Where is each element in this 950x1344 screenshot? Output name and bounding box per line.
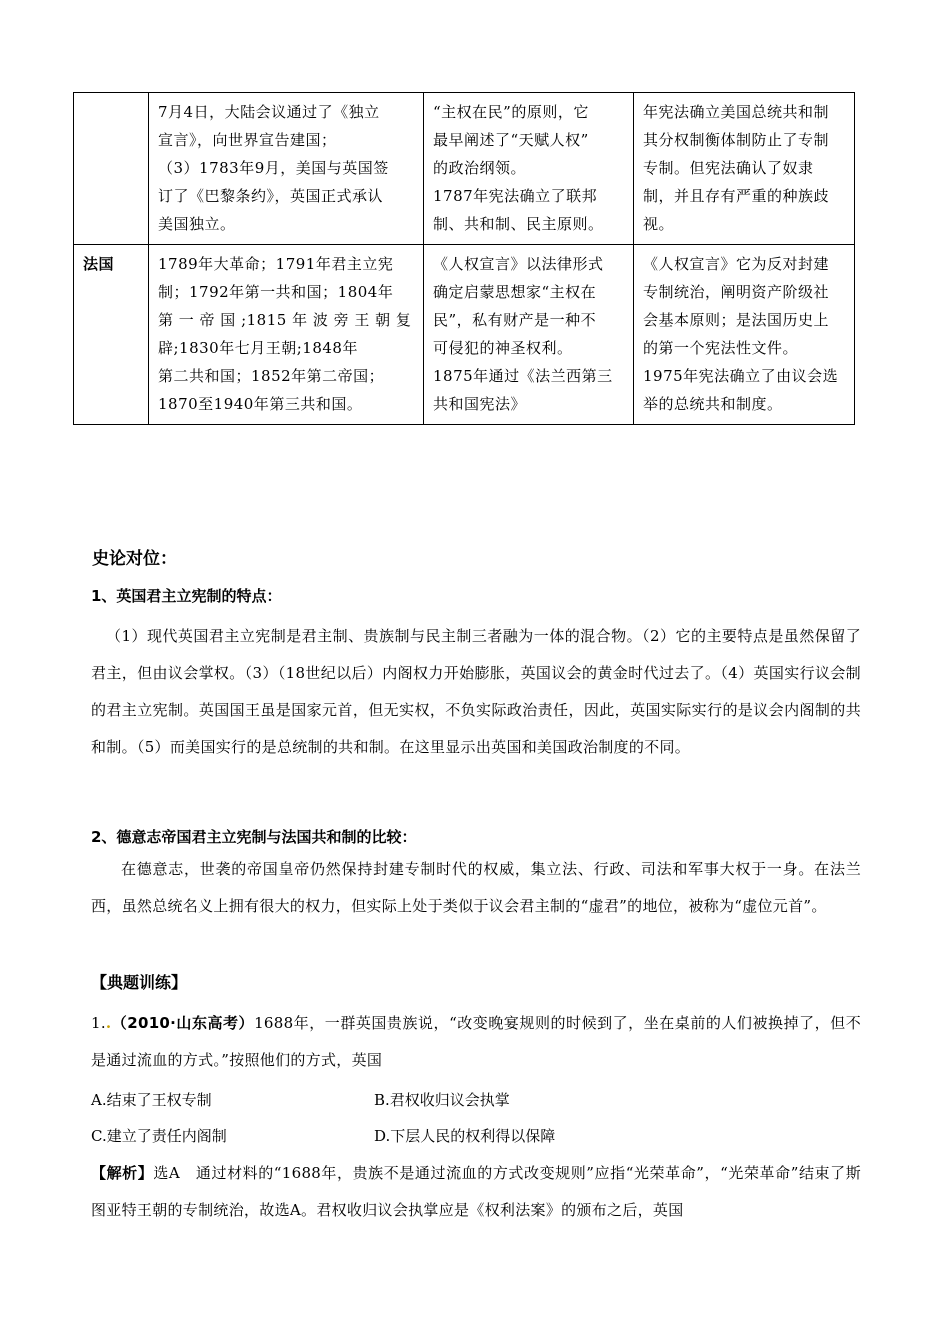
question-text: 1688年，一群英国贵族说，“改变晚宴规则的时候到了，坐在桌前的人们被换掉了，但不是通过流血的方式。”按照他们的方式，英国 [91, 1014, 861, 1069]
comparison-table [73, 92, 855, 425]
significance-cell: 《人权宣言》它为反对封建 专制统治，阐明资产阶级社 会基本原则；是法国历史上 的第一个宪法性文件。 1975年宪法确立了由议会选 举的总统共和制度。 [634, 245, 855, 425]
documents-cell: 《人权宣言》以法律形式 确定启蒙思想家“主权在 民”，私有财产是一种不 可侵犯的神圣权利。 1875年通过《法兰西第三 共和国宪法》 [424, 245, 634, 425]
country-cell [74, 93, 149, 245]
point1-title: 1、英国君主立宪制的特点： [91, 587, 282, 605]
analysis-tag: 【解析】 [91, 1164, 154, 1182]
point1-body: （1）现代英国君主立宪制是君主制、贵族制与民主制三者融为一体的混合物。（2）它的主要特点是虽然保留了君主，但由议会掌权。（3）（18世纪以后）内阁权力开始膨胀，英国议会的黄金时代过去了。（4）英国实行议会制的君主立宪制。英国国王虽是国家元首，但无实权，不负实际政治责任，因此，英国实际实行的是议会内阁制的共和制。（5）而美国实行的是总统制的共和制。在这里显示出英国和美国政治制度的不同。 [91, 627, 861, 756]
table-row-usa [74, 93, 855, 245]
section-title: 史论对位： [92, 549, 177, 569]
significance-cell: 年宪法确立美国总统共和制 其分权制衡体制防止了专制 专制。但宪法确认了奴隶 制，并且存有严重的种族歧 视。 [634, 93, 855, 245]
bullet-dot-icon: . [105, 1014, 112, 1032]
option-d: D.下层人民的权利得以保障 [374, 1127, 556, 1145]
point2-body: 在德意志，世袭的帝国皇帝仍然保持封建专制时代的权威，集立法、行政、司法和军事大权于一身。在法兰西，虽然总统名义上拥有很大的权力，但实际上处于类似于议会君主制的“虚君”的地位，被称为“虚位元首”。 [91, 860, 861, 915]
question-number: 1. [91, 1014, 106, 1032]
option-a: A.结束了王权专制 [91, 1091, 212, 1109]
question-stem [91, 1005, 861, 1079]
country-cell: 法国 [74, 245, 149, 425]
events-cell: 7月4日，大陆会议通过了《独立 宣言》，向世界宣告建国； （3）1783年9月，美国与英国签 订了《巴黎条约》，英国正式承认 美国独立。 [149, 93, 424, 245]
training-title: 【典题训练】 [91, 973, 188, 992]
analysis [91, 1155, 861, 1229]
question-source: （2010·山东高考） [111, 1014, 255, 1032]
events-cell: 1789年大革命；1791年君主立宪 制；1792年第一共和国；1804年 第 一 帝 国 ;1815 年 波 旁 王 朝 复 辟;1830年七月王朝;1848年 第二共和国；1852年第二帝国； 1870至1940年第三共和国。 [149, 245, 424, 425]
point2-title: 2、德意志帝国君主立宪制与法国共和制的比较： [91, 828, 417, 846]
documents-cell: “主权在民”的原则，它 最早阐述了“天赋人权” 的政治纲领。 1787年宪法确立了联邦 制、共和制、民主原则。 [424, 93, 634, 245]
option-c: C.建立了责任内阁制 [91, 1127, 227, 1145]
table-row-france [74, 245, 855, 425]
option-b: B.君权收归议会执掌 [374, 1091, 510, 1109]
analysis-text: 选A 通过材料的“1688年，贵族不是通过流血的方式改变规则”应指“光荣革命”，“光荣革命”结束了斯图亚特王朝的专制统治，故选A。君权收归议会执掌应是《权利法案》的颁布之后，英国 [91, 1164, 861, 1219]
